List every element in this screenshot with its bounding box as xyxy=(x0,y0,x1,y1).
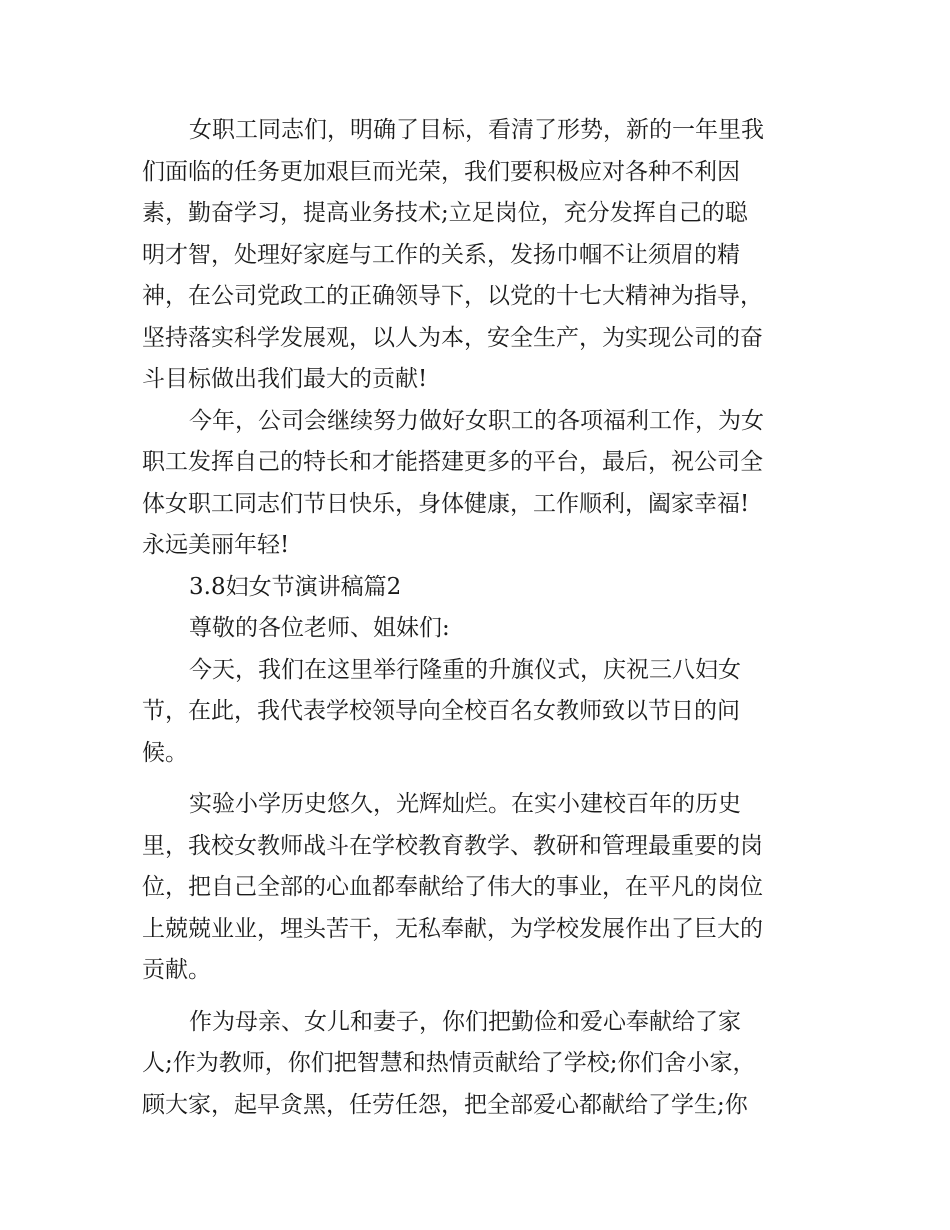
text-line: 候。 xyxy=(142,739,188,766)
text-line: 位，把自己全部的心血都奉献给了伟大的事业，在平凡的岗位 xyxy=(142,874,763,900)
text-line: 斗目标做出我们最大的贡献! xyxy=(142,366,428,392)
text-line: 贡献。 xyxy=(142,957,211,983)
text-line: 今天，我们在这里举行隆重的升旗仪式，庆祝三八妇女 xyxy=(189,656,741,683)
text-line: 素，勤奋学习，提高业务技术;立足岗位，充分发挥自己的聪 xyxy=(142,200,748,226)
text-line: 节，在此，我代表学校领导向全校百名女教师致以节日的问 xyxy=(142,698,740,724)
document-body xyxy=(142,110,812,1126)
text-line: 里，我校女教师战斗在学校教育教学、教研和管理最重要的岗 xyxy=(142,832,763,859)
text-line: 作为母亲、女儿和妻子，你们把勤俭和爱心奉献给了家 xyxy=(189,1008,741,1035)
salutation xyxy=(142,608,812,650)
text-line: 体女职工同志们节日快乐，身体健康，工作顺利，阖家幸福! xyxy=(142,490,750,517)
text-line: 们面临的任务更加艰巨而光荣，我们要积极应对各种不利因 xyxy=(142,158,740,185)
text-line: 永远美丽年轻! xyxy=(142,532,290,558)
text-line: 坚持落实科学发展观，以人为本，安全生产，为实现公司的奋 xyxy=(142,324,763,351)
paragraph-wishes xyxy=(142,401,812,567)
text-line: 明才智，处理好家庭与工作的关系，发扬巾帼不让须眉的精 xyxy=(142,241,740,268)
paragraph-goals xyxy=(142,110,812,401)
text-line: 实验小学历史悠久，光辉灿烂。在实小建校百年的历史 xyxy=(189,791,741,817)
heading-line: 3.8妇女节演讲稿篇2 xyxy=(189,573,402,600)
salutation-line: 尊敬的各位老师、姐妹们: xyxy=(189,615,450,641)
section-heading xyxy=(142,567,812,609)
paragraph-ceremony xyxy=(142,650,812,775)
text-line: 上兢兢业业，埋头苦干，无私奉献，为学校发展作出了巨大的 xyxy=(142,915,763,942)
paragraph-history xyxy=(142,784,812,992)
paragraph-roles xyxy=(142,1002,812,1127)
text-line: 女职工同志们，明确了目标，看清了形势，新的一年里我 xyxy=(189,117,764,143)
text-line: 职工发挥自己的特长和才能搭建更多的平台，最后，祝公司全 xyxy=(142,449,763,475)
text-line: 今年，公司会继续努力做好女职工的各项福利工作，为女 xyxy=(189,407,764,434)
text-line: 人;作为教师，你们把智慧和热情贡献给了学校;你们舍小家， xyxy=(142,1050,756,1076)
text-line: 顾大家，起早贪黑，任劳任怨，把全部爱心都献给了学生;你 xyxy=(142,1091,748,1118)
text-line: 神，在公司党政工的正确领导下，以党的十七大精神为指导， xyxy=(142,283,763,309)
